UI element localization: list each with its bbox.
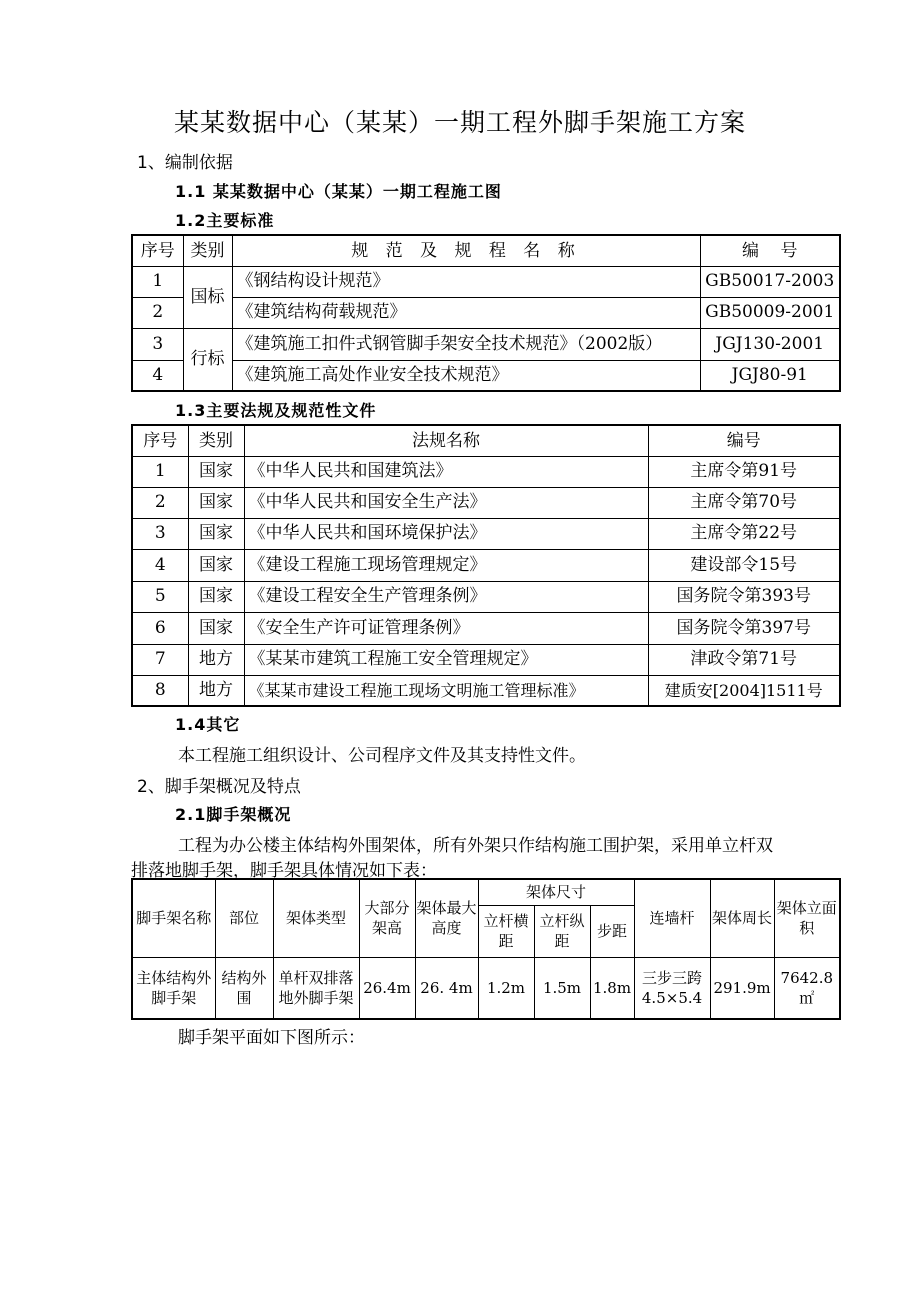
page-title: 某某数据中心（某某）一期工程外脚手架施工方案 — [173, 108, 746, 137]
scaffold-overview-table — [131, 878, 841, 1020]
cell-type: 单杆双排落地外脚手架 — [273, 957, 359, 1019]
regulation-name: 《建设工程施工现场管理规定》 — [244, 549, 648, 581]
standard-code: GB50009-2001 — [700, 297, 840, 328]
header-cell: 编 号 — [700, 235, 840, 266]
paragraph-line-2: 排落地脚手架，脚手架具体情况如下表： — [131, 861, 437, 881]
category-cell: 国标 — [183, 266, 232, 328]
category-cell: 行标 — [183, 328, 232, 391]
regulation-code: 建设部令15号 — [648, 549, 840, 581]
regulations-table — [131, 424, 841, 707]
section-1-4-heading: 1.4其它 — [175, 715, 241, 734]
header-cell: 法规名称 — [244, 425, 648, 456]
standard-name: 《建筑施工高处作业安全技术规范》 — [232, 360, 700, 391]
table-row — [132, 266, 840, 297]
table-row — [132, 644, 840, 675]
header-longitudinal-spacing: 立杆纵距 — [534, 905, 590, 957]
header-max-height: 架体最大高度 — [415, 879, 478, 957]
table-row — [132, 675, 840, 706]
header-part: 部位 — [215, 879, 273, 957]
table-row — [132, 957, 840, 1019]
regulation-code: 主席令第22号 — [648, 518, 840, 549]
category-cell: 国家 — [188, 549, 244, 581]
section-1-heading: 1、编制依据 — [137, 153, 233, 173]
cell-max-height: 26. 4m — [415, 957, 478, 1019]
regulation-code: 国务院令第393号 — [648, 581, 840, 612]
category-cell: 国家 — [188, 518, 244, 549]
cell-elevation-area: 7642.8㎡ — [774, 957, 840, 1019]
regulation-name: 《某某市建筑工程施工安全管理规定》 — [244, 644, 648, 675]
table-row — [132, 297, 840, 328]
row-number: 3 — [132, 518, 188, 549]
header-size: 架体尺寸 — [478, 879, 634, 905]
section-1-1-heading: 1.1 某某数据中心（某某）一期工程施工图 — [175, 182, 502, 201]
category-cell: 国家 — [188, 612, 244, 644]
cell-step: 1.8m — [590, 957, 634, 1019]
header-transverse-spacing: 立杆横距 — [478, 905, 534, 957]
header-step: 步距 — [590, 905, 634, 957]
table-header-row — [132, 235, 840, 266]
section-1-3-heading: 1.3主要法规及规范性文件 — [175, 401, 377, 420]
regulation-code: 主席令第91号 — [648, 456, 840, 487]
header-cell: 类别 — [188, 425, 244, 456]
regulation-name: 《某某市建设工程施工现场文明施工管理标准》 — [244, 675, 648, 706]
table-row — [132, 487, 840, 518]
header-type: 架体类型 — [273, 879, 359, 957]
section-2-1-heading: 2.1脚手架概况 — [175, 805, 292, 824]
row-number: 4 — [132, 360, 183, 391]
header-wall-tie: 连墙杆 — [634, 879, 710, 957]
regulation-name: 《建设工程安全生产管理条例》 — [244, 581, 648, 612]
regulation-name: 《中华人民共和国环境保护法》 — [244, 518, 648, 549]
standards-table — [131, 234, 841, 392]
regulation-code: 主席令第70号 — [648, 487, 840, 518]
section-1-2-heading: 1.2主要标准 — [175, 211, 275, 230]
regulation-name: 《中华人民共和国建筑法》 — [244, 456, 648, 487]
standard-name: 《建筑施工扣件式钢管脚手架安全技术规范》（2002版） — [232, 328, 700, 360]
cell-perimeter: 291.9m — [710, 957, 774, 1019]
cell-part: 结构外围 — [215, 957, 273, 1019]
category-cell: 地方 — [188, 644, 244, 675]
row-number: 8 — [132, 675, 188, 706]
table-row — [132, 360, 840, 391]
header-cell: 序号 — [132, 235, 183, 266]
table-row — [132, 549, 840, 581]
regulation-name: 《中华人民共和国安全生产法》 — [244, 487, 648, 518]
header-max-part-height: 大部分架高 — [359, 879, 415, 957]
category-cell: 国家 — [188, 487, 244, 518]
table-row — [132, 581, 840, 612]
table-row — [132, 612, 840, 644]
standard-code: GB50017-2003 — [700, 266, 840, 297]
header-cell: 规 范 及 规 程 名 称 — [232, 235, 700, 266]
category-cell: 国家 — [188, 456, 244, 487]
section-2-heading: 2、脚手架概况及特点 — [137, 777, 301, 797]
standard-name: 《建筑结构荷载规范》 — [232, 297, 700, 328]
row-number: 2 — [132, 487, 188, 518]
regulation-code: 建质安[2004]1511号 — [648, 675, 840, 706]
header-cell: 编号 — [648, 425, 840, 456]
table-header-row — [132, 425, 840, 456]
cell-wall-tie: 三步三跨4.5×5.4 — [634, 957, 710, 1019]
table-row — [132, 518, 840, 549]
row-number: 1 — [132, 266, 183, 297]
cell-longitudinal-spacing: 1.5m — [534, 957, 590, 1019]
row-number: 2 — [132, 297, 183, 328]
row-number: 3 — [132, 328, 183, 360]
table-row — [132, 456, 840, 487]
standard-name: 《钢结构设计规范》 — [232, 266, 700, 297]
row-number: 4 — [132, 549, 188, 581]
header-name: 脚手架名称 — [132, 879, 215, 957]
cell-max-part-height: 26.4m — [359, 957, 415, 1019]
header-elevation-area: 架体立面积 — [774, 879, 840, 957]
header-cell: 序号 — [132, 425, 188, 456]
row-number: 1 — [132, 456, 188, 487]
cell-name: 主体结构外脚手架 — [132, 957, 215, 1019]
standard-code: JGJ130-2001 — [700, 328, 840, 360]
header-perimeter: 架体周长 — [710, 879, 774, 957]
cell-transverse-spacing: 1.2m — [478, 957, 534, 1019]
header-cell: 类别 — [183, 235, 232, 266]
section-1-4-text: 本工程施工组织设计、公司程序文件及其支持性文件。 — [178, 746, 586, 766]
standard-code: JGJ80-91 — [700, 360, 840, 391]
row-number: 6 — [132, 612, 188, 644]
regulation-name: 《安全生产许可证管理条例》 — [244, 612, 648, 644]
category-cell: 地方 — [188, 675, 244, 706]
row-number: 5 — [132, 581, 188, 612]
category-cell: 国家 — [188, 581, 244, 612]
regulation-code: 津政令第71号 — [648, 644, 840, 675]
paragraph-line-1: 工程为办公楼主体结构外围架体，所有外架只作结构施工围护架，采用单立杆双 — [178, 836, 773, 856]
table-row — [132, 328, 840, 360]
regulation-code: 国务院令第397号 — [648, 612, 840, 644]
row-number: 7 — [132, 644, 188, 675]
figure-caption-text: 脚手架平面如下图所示： — [178, 1028, 365, 1048]
